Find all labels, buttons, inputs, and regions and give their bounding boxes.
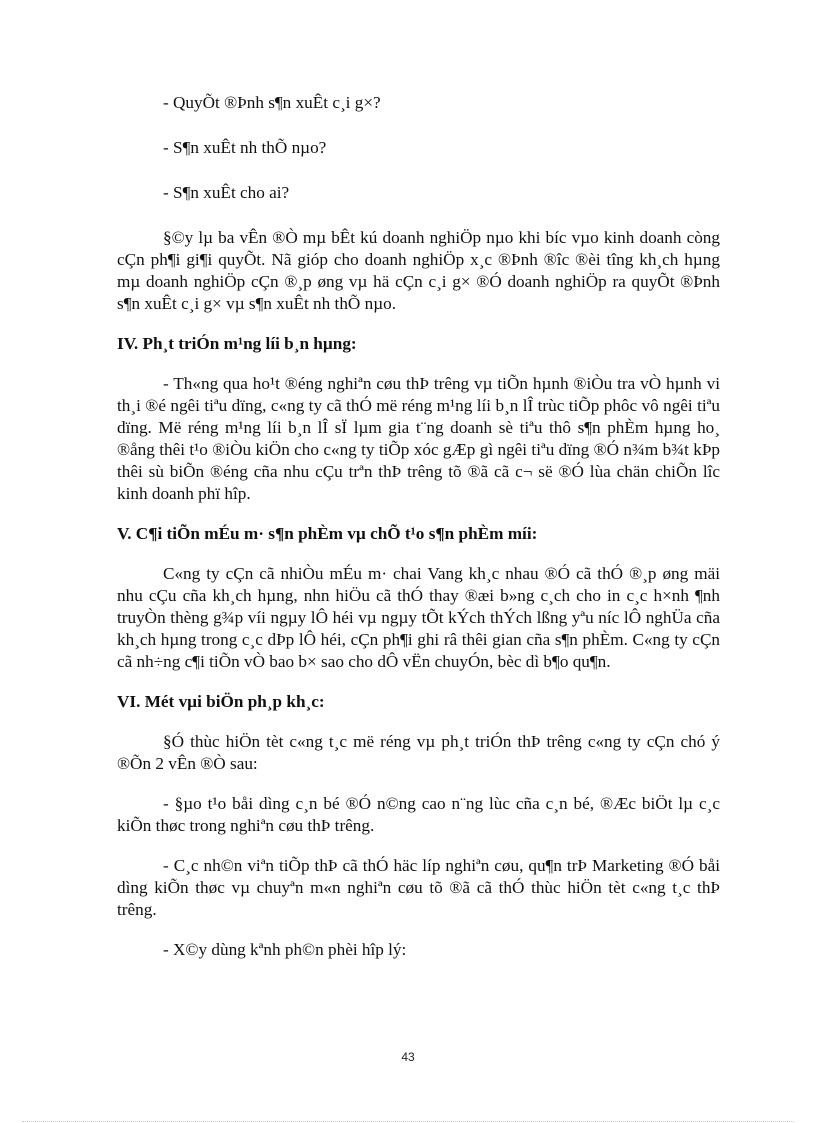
marketing-staff-paragraph: - C¸c nh©n viªn tiÕp thÞ cã thÓ häc líp nghiªn cøu, qu¶n trÞ Marketing ®Ó båi dìng kiÕn thøc vµ chuyªn m«n nghiªn cøu tõ ®ã cã thÓ thùc hiÖn tèt c«ng t¸c thÞ trêng. (117, 856, 720, 919)
page-body (117, 92, 720, 961)
question-what-to-produce: - QuyÕt ®Þnh s¶n xuÊt c¸i g×? (163, 93, 381, 112)
question-how-to-produce: - S¶n xuÊt nh thÕ nµo? (163, 138, 327, 157)
intro-paragraph: §©y lµ ba vÊn ®Ò mµ bÊt kú doanh nghiÖp nµo khi bíc vµo kinh doanh còng cÇn ph¶i gi¶i quyÕt. Nã gióp cho doanh nghiÖp x¸c ®Þnh ®îc ®èi tîng kh¸ch hµng mµ doanh nghiÖp cÇn ®¸p øng vµ hä cÇn c¸i g× ®Ó doanh nghiÖp ra quyÕt ®Þnh s¶n xuÊt c¸i g× vµ s¶n xuÊt nh thÕ nµo. (117, 228, 720, 313)
section-heading-vi: VI. Mét vµi biÖn ph¸p kh¸c: (117, 692, 325, 711)
section-heading-v: V. C¶i tiÕn mÉu m· s¶n phÈm vµ chÕ t¹o s¶n phÈm míi: (117, 524, 538, 543)
page-number: 43 (401, 1050, 415, 1064)
distribution-channel-item: - X©y dùng kªnh ph©n phèi hîp lý: (163, 940, 407, 959)
section-v-paragraph: C«ng ty cÇn cã nhiÒu mÉu m· chai Vang kh¸c nhau ®Ó cã thÓ ®¸p øng mäi nhu cÇu cña kh¸ch hµng, nhn hiÖu cã thÓ thay ®æi b»ng c¸ch cho in c¸c h×nh ¶nh truyÒn thèng g¾p víi ngµy lÔ héi vµ ngµy tÕt kÝch thÝch lßng yªu níc lÔ nghÜa cña kh¸ch hµng trong c¸c dÞp lÔ héi, cÇn ph¶i ghi râ thêi gian cña s¶n phÈm. C«ng ty cÇn cã nh÷ng c¶i tiÕn vÒ bao b× sao cho dÔ vËn chuyÓn, bèc dì b¶o qu¶n. (117, 564, 720, 671)
section-vi-paragraph: §Ó thùc hiÖn tèt c«ng t¸c më réng vµ ph¸t triÓn thÞ trêng c«ng ty cÇn chó ý ®Õn 2 vÊn ®Ò sau: (117, 732, 720, 773)
training-paragraph: - §µo t¹o båi dìng c¸n bé ®Ó n©ng cao n¨ng lùc cña c¸n bé, ®Æc biÖt lµ c¸c kiÕn thøc trong nghiªn cøu thÞ trêng. (117, 794, 720, 835)
question-for-whom: - S¶n xuÊt cho ai? (163, 183, 290, 202)
section-heading-iv: IV. Ph¸t triÓn m¹ng líi b¸n hµng: (117, 334, 357, 353)
footer-divider (22, 1121, 794, 1122)
section-iv-paragraph: - Th«ng qua ho¹t ®éng nghiªn cøu thÞ trêng vµ tiÕn hµnh ®iÒu tra vÒ hµnh vi th¸i ®é ngêi tiªu dïng, c«ng ty cã thÓ më réng m¹ng líi b¸n lÎ trùc tiÕp phôc vô ngêi tiªu dïng. Më réng m¹ng líi b¸n lÎ sÏ lµm gia t¨ng doanh sè tiªu thô s¶n phÈm hµng ho¸ ®ång thêi t¹o ®iÒu kiÖn cho c«ng ty tiÕp xóc gÆp gì ngêi tiªu dïng ®Ó n¾m b¾t kÞp thêi sù biÕn ®éng cña nhu cÇu trªn thÞ trêng tõ ®ã cã c¬ së ®Ó lùa chän chiÕn lîc kinh doanh phï hîp. (117, 374, 720, 503)
